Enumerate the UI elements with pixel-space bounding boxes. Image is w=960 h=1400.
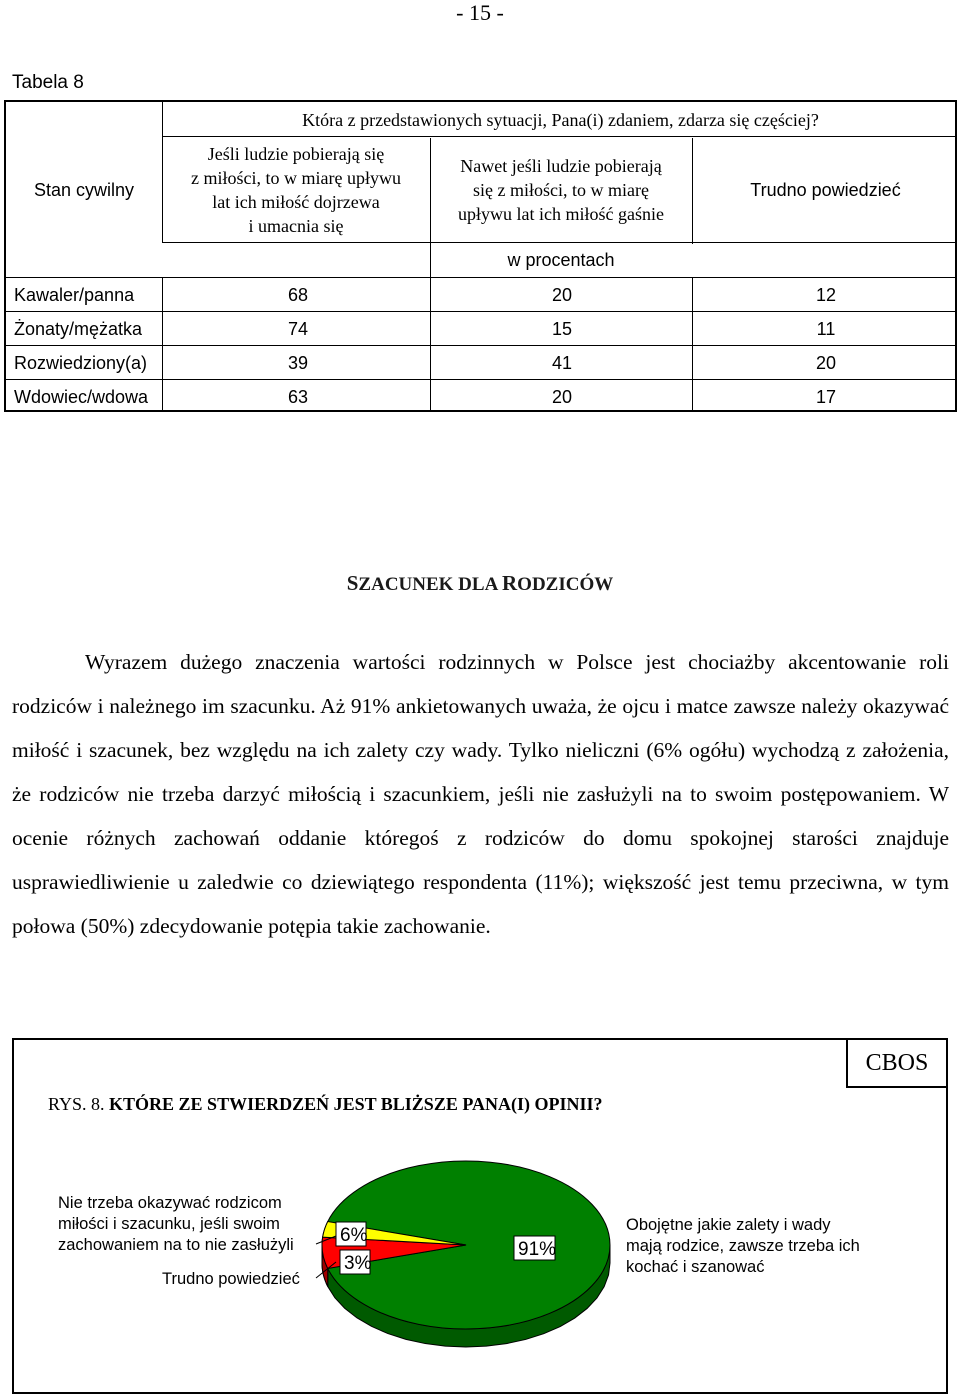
pie-label-2: 3% <box>344 1253 372 1274</box>
callout-always: Obojętne jakie zalety i wady mają rodzice, zawsze trzeba ich kochać i szanować <box>626 1216 860 1276</box>
cell-value: 20 <box>551 387 573 407</box>
cell-value: 17 <box>815 387 837 407</box>
callout-no-need: Nie trzeba okazywać rodzicom miłości i szacunku, jeśli swoim zachowaniem na to nie zasłużyli <box>58 1194 294 1254</box>
cell-value: 74 <box>287 319 309 339</box>
unit-label: w procentach <box>507 250 615 270</box>
cell-value: 39 <box>287 353 309 373</box>
cbos-badge: CBOS <box>846 1038 948 1088</box>
callout-hard-to-say: Trudno powiedzieć <box>162 1270 300 1288</box>
table-question: Która z przedstawionych sytuacji, Pana(i) zdaniem, zdarza się częściej? <box>302 110 819 130</box>
column-header-hard-to-say: Trudno powiedzieć <box>750 180 901 200</box>
body-paragraph: Wyrazem dużego znaczenia wartości rodzinnych w Polsce jest chociażby akcentowanie roli rodziców i należnego im szacunku. Aż 91% ankietowanych uważa, że ojcu i matce zawsze należy okazywać miłość i szacunek, bez względu na ich zalety czy wady. Tylko nieliczni (6% ogółu) wychodzą z założenia, że rodziców nie trzeba darzyć miłością i szacunkiem, jeśli nie zasłużyli na to swoim postępowaniem. W ocenie różnych zachowań oddanie któregoś z rodziców do domu spokojnej starości znajduje usprawiedliwienie u zaledwie co dziewiątego respondenta (11%); większość jest temu przeciwna, w tym połowa (50%) zdecydowanie potępia takie zachowanie. <box>12 650 949 938</box>
cell-value: 63 <box>287 387 309 407</box>
figure-title: RYS. 8. KTÓRE ZE STWIERDZEŃ JEST BLIŻSZE PANA(I) OPINII? <box>48 1094 603 1114</box>
cell-value: 12 <box>815 285 837 305</box>
cell-value: 20 <box>815 353 837 373</box>
cell-value: 41 <box>551 353 573 373</box>
row-label: Wdowiec/wdowa <box>14 387 149 407</box>
row-header-marital-status: Stan cywilny <box>33 180 135 200</box>
column-header-love-fades: Nawet jeśli ludzie pobierają się z miłości, to w miarę upływu lat ich miłość gaśnie <box>458 156 664 224</box>
cell-value: 11 <box>816 319 836 339</box>
pie-label-0: 91% <box>518 1239 557 1260</box>
cell-value: 20 <box>551 285 573 305</box>
row-label: Rozwiedziony(a) <box>14 353 148 373</box>
cell-value: 15 <box>551 319 573 339</box>
cell-value: 68 <box>287 285 309 305</box>
page-number: - 15 - <box>456 0 504 25</box>
row-label: Żonaty/mężatka <box>14 319 143 339</box>
table-caption: Tabela 8 <box>12 72 84 93</box>
column-header-love-matures: Jeśli ludzie pobierają się z miłości, to w miarę upływu lat ich miłość dojrzewa i umacnia się <box>191 144 401 236</box>
section-heading: SZACUNEK DLA RODZICÓW <box>346 571 614 595</box>
row-label: Kawaler/panna <box>14 285 135 305</box>
pie-label-1: 6% <box>340 1225 368 1246</box>
